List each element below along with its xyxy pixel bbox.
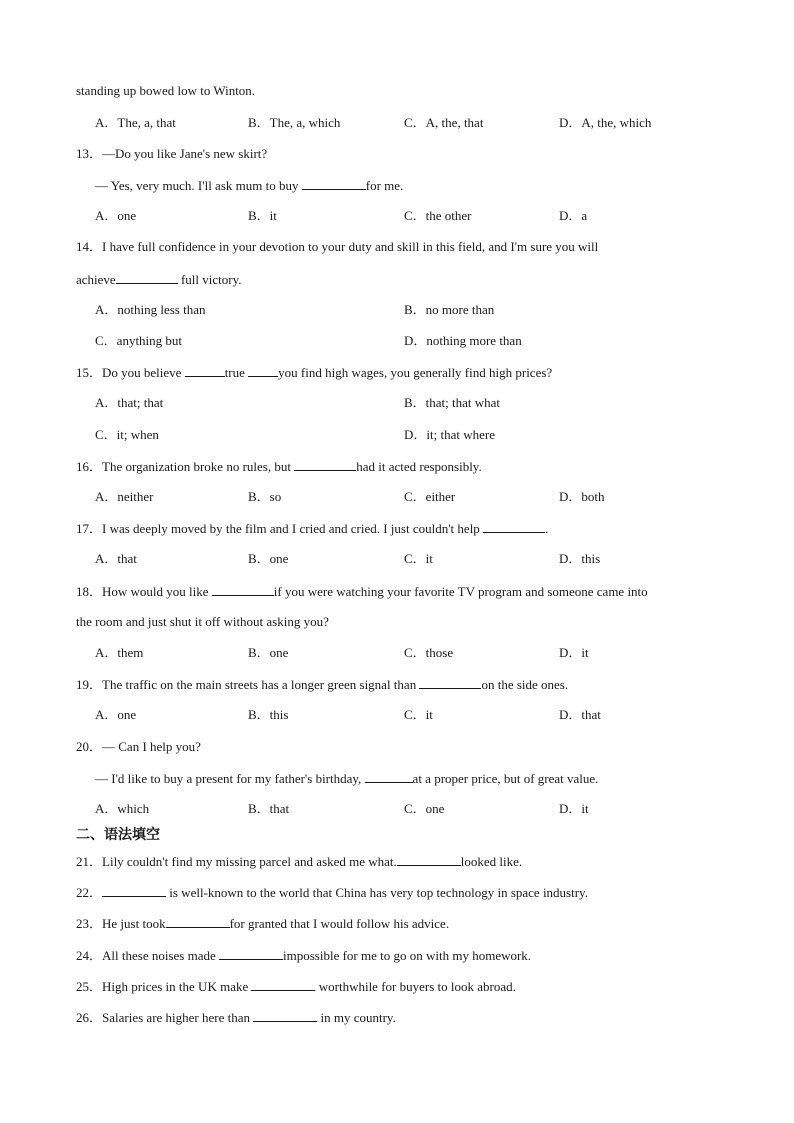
q18-stem <box>76 583 648 600</box>
q14-options-row1 <box>95 302 735 318</box>
q17-option-d[interactable]: D．this <box>559 551 601 566</box>
q24-number: 24． <box>76 948 103 963</box>
q17-number: 17． <box>76 521 103 536</box>
q20-answer-blank[interactable] <box>365 770 413 783</box>
q15-text-c: you find high wages, you generally find high prices? <box>278 365 553 380</box>
q16-options <box>95 489 735 505</box>
q24-text-a: All these noises made <box>102 948 219 963</box>
q19-option-c[interactable]: C．it <box>404 707 433 722</box>
q18-option-c[interactable]: C．those <box>404 645 454 660</box>
q18-option-a[interactable]: A．them <box>95 645 144 660</box>
q18-text-b: if you were watching your favorite TV program and someone came into <box>273 584 648 599</box>
q19-option-b[interactable]: B．this <box>248 707 289 722</box>
q14-option-b[interactable]: B．no more than <box>404 302 495 317</box>
q20-line2 <box>95 770 598 787</box>
q20-options <box>95 801 735 817</box>
q19-number: 19． <box>76 677 103 692</box>
q13-option-c[interactable]: C．the other <box>404 208 472 223</box>
q19-answer-blank[interactable] <box>419 676 481 689</box>
q21-stem <box>76 853 522 870</box>
q20-option-d[interactable]: D．it <box>559 801 589 816</box>
q14-answer-blank[interactable] <box>116 271 178 284</box>
q22-text-b: is well-known to the world that China has very top technology in space industry. <box>166 885 588 900</box>
q16-option-b[interactable]: B．so <box>248 489 282 504</box>
q26-stem <box>76 1009 396 1026</box>
q19-text-a: The traffic on the main streets has a longer green signal than <box>102 677 420 692</box>
q20-line2-a: — I'd like to buy a present for my father's birthday, <box>95 771 365 786</box>
q12-option-d[interactable]: D．A, the, which <box>559 115 652 130</box>
q14-number: 14． <box>76 239 103 254</box>
q15-option-a[interactable]: A．that; that <box>95 395 164 410</box>
q17-option-b[interactable]: B．one <box>248 551 289 566</box>
q13-answer-blank[interactable] <box>302 177 366 190</box>
q18-option-d[interactable]: D．it <box>559 645 589 660</box>
q21-text-a: Lily couldn't find my missing parcel and asked me what. <box>102 854 397 869</box>
q12-continuation: standing up bowed low to Winton. <box>76 83 256 98</box>
q18-number: 18． <box>76 584 103 599</box>
q21-text-b: looked like. <box>460 854 523 869</box>
q21-answer-blank[interactable] <box>397 853 461 866</box>
q13-line2 <box>95 177 403 194</box>
q16-stem <box>76 458 482 475</box>
q16-option-d[interactable]: D．both <box>559 489 605 504</box>
q19-option-d[interactable]: D．that <box>559 707 601 722</box>
q14-options-row2 <box>95 333 735 349</box>
q17-options <box>95 551 735 567</box>
q14-stem <box>76 239 598 255</box>
q19-option-a[interactable]: A．one <box>95 707 137 722</box>
q25-text-b: worthwhile for buyers to look abroad. <box>315 979 516 994</box>
q16-option-c[interactable]: C．either <box>404 489 456 504</box>
q13-line1: —Do you like Jane's new skirt? <box>102 146 268 161</box>
q13-stem <box>76 146 267 162</box>
q20-number: 20． <box>76 739 103 754</box>
q13-number: 13． <box>76 146 103 161</box>
q14-option-a[interactable]: A．nothing less than <box>95 302 206 317</box>
q18-line2: the room and just shut it off without asking you? <box>76 614 329 629</box>
q24-stem <box>76 947 531 964</box>
q17-text-a: I was deeply moved by the film and I cried and cried. I just couldn't help <box>102 521 484 536</box>
q22-answer-blank[interactable] <box>102 884 166 897</box>
q19-text-b: on the side ones. <box>481 677 569 692</box>
q15-text-b: true <box>224 365 249 380</box>
q18-text-a: How would you like <box>102 584 212 599</box>
q19-stem <box>76 676 568 693</box>
q13-option-b[interactable]: B．it <box>248 208 277 223</box>
q24-answer-blank[interactable] <box>219 947 283 960</box>
q20-line1: — Can I help you? <box>102 739 201 754</box>
q23-text-b: for granted that I would follow his advice. <box>229 916 450 931</box>
q16-answer-blank[interactable] <box>294 458 356 471</box>
q12-option-a[interactable]: A．The, a, that <box>95 115 176 130</box>
q26-text-b: in my country. <box>317 1010 396 1025</box>
q18-option-b[interactable]: B．one <box>248 645 289 660</box>
q16-text-b: had it acted responsibly. <box>356 459 482 474</box>
q13-options <box>95 208 735 224</box>
q14-option-c[interactable]: C．anything but <box>95 333 183 348</box>
q15-number: 15． <box>76 365 103 380</box>
q25-number: 25． <box>76 979 103 994</box>
q15-stem <box>76 364 552 381</box>
q15-option-d[interactable]: D．it; that where <box>404 427 495 442</box>
q25-stem <box>76 978 516 995</box>
q15-options-row1 <box>95 395 735 411</box>
q15-option-c[interactable]: C．it; when <box>95 427 159 442</box>
q12-option-b[interactable]: B．The, a, which <box>248 115 341 130</box>
q12-options <box>95 115 735 131</box>
q26-answer-blank[interactable] <box>253 1009 317 1022</box>
q14-line2 <box>76 271 241 288</box>
q14-line2-b: full victory. <box>177 272 242 287</box>
q14-option-d[interactable]: D．nothing more than <box>404 333 522 348</box>
q26-text-a: Salaries are higher here than <box>102 1010 254 1025</box>
q15-option-b[interactable]: B．that; that what <box>404 395 501 410</box>
q17-answer-blank[interactable] <box>483 520 545 533</box>
q23-text-a: He just took <box>102 916 166 931</box>
q20-line2-b: at a proper price, but of great value. <box>412 771 599 786</box>
q18-options <box>95 645 735 661</box>
q21-number: 21． <box>76 854 103 869</box>
q13-option-d[interactable]: D．a <box>559 208 588 223</box>
q18-answer-blank[interactable] <box>212 583 274 596</box>
q16-option-a[interactable]: A．neither <box>95 489 154 504</box>
q22-number: 22． <box>76 885 103 900</box>
section-heading-grammar-fill: 二、语法填空 <box>76 827 160 843</box>
q17-text-b: . <box>545 521 549 536</box>
q13-line2-b: for me. <box>365 178 404 193</box>
q20-option-a[interactable]: A．which <box>95 801 150 816</box>
q17-option-c[interactable]: C．it <box>404 551 433 566</box>
q16-number: 16． <box>76 459 103 474</box>
q20-option-c[interactable]: C．one <box>404 801 445 816</box>
q23-number: 23． <box>76 916 103 931</box>
q13-option-a[interactable]: A．one <box>95 208 137 223</box>
q17-stem <box>76 520 548 537</box>
q15-blank-1[interactable] <box>185 364 225 377</box>
q23-stem <box>76 915 449 932</box>
q12-option-c[interactable]: C．A, the, that <box>404 115 484 130</box>
q16-text-a: The organization broke no rules, but <box>102 459 295 474</box>
q14-line1: I have full confidence in your devotion to your duty and skill in this field, and I'm sure you will <box>102 239 599 254</box>
q20-stem <box>76 739 201 755</box>
q14-line2-a: achieve <box>76 272 116 287</box>
q24-text-b: impossible for me to go on with my homework. <box>283 948 532 963</box>
q25-answer-blank[interactable] <box>251 978 315 991</box>
q25-text-a: High prices in the UK make <box>102 979 252 994</box>
q15-blank-2[interactable] <box>248 364 278 377</box>
q17-option-a[interactable]: A．that <box>95 551 137 566</box>
q26-number: 26． <box>76 1010 103 1025</box>
q15-options-row2 <box>95 427 735 443</box>
q20-option-b[interactable]: B．that <box>248 801 290 816</box>
q15-text-a: Do you believe <box>102 365 185 380</box>
q13-line2-a: — Yes, very much. I'll ask mum to buy <box>95 178 302 193</box>
q23-answer-blank[interactable] <box>166 915 230 928</box>
q19-options <box>95 707 735 723</box>
q22-stem <box>76 884 588 901</box>
